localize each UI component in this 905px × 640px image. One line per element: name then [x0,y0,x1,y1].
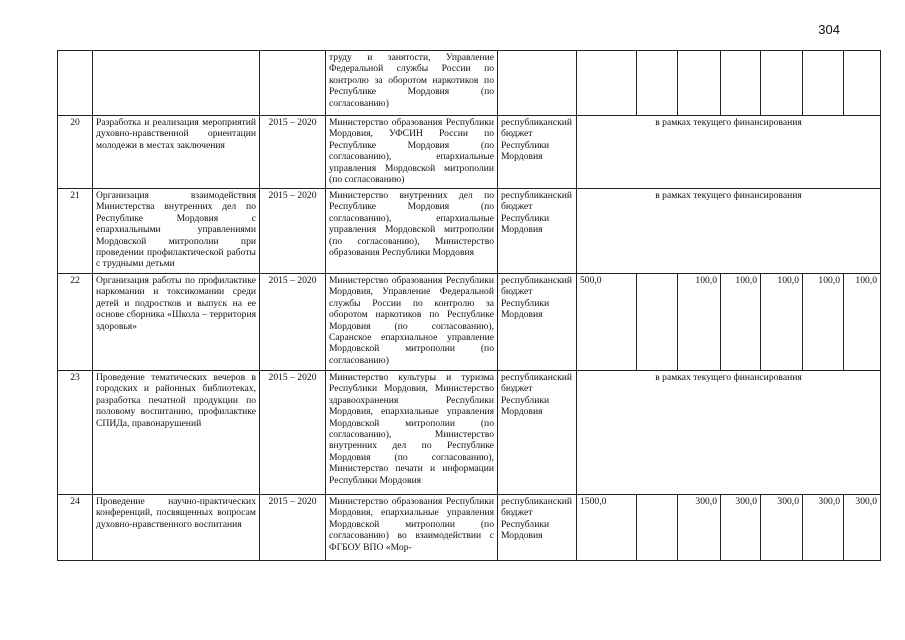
table-row [58,189,881,274]
row-number: 22 [58,274,93,371]
cell-source [498,51,577,116]
cell-year [637,495,678,561]
row-number: 20 [58,116,93,189]
cell-activity: Проведение тематических вечеров в городских и районных библиотеках, разработка печатной продукции по половому воспитанию, профилактике СПИДа, правонарушений [93,371,260,495]
cell-source: республиканский бюджет Республики Мордовия [498,116,577,189]
cell-financing-note: в рамках текущего финансирования [577,371,881,495]
cell-activity: Организация взаимодействия Министерства внутренних дел по Республике Мордовия с епархиальными управлениями Мордовской митрополии при проведении профилактической работы с трудными детьми [93,189,260,274]
cell-num [58,51,93,116]
cell-year [637,51,678,116]
cell-financing-note: в рамках текущего финансирования [577,116,881,189]
cell-activity: Проведение научно-практических конференций, посвященных вопросам духовно-нравственного воспитания [93,495,260,561]
cell-total: 500,0 [577,274,637,371]
cell-year: 300,0 [803,495,844,561]
cell-year: 300,0 [761,495,803,561]
row-number: 24 [58,495,93,561]
cell-period: 2015 – 2020 [260,495,326,561]
cell-activity: Организация работы по профилактике наркомании и токсикомании среди детей и подростков и выпуск на ее основе сборника «Школа – территория здоровья» [93,274,260,371]
cell-period: 2015 – 2020 [260,274,326,371]
cell-year: 100,0 [803,274,844,371]
cell-total: 1500,0 [577,495,637,561]
cell-period: 2015 – 2020 [260,371,326,495]
table-row-continuation [58,51,881,116]
cell-year: 300,0 [844,495,881,561]
row-number: 21 [58,189,93,274]
cell-year: 300,0 [721,495,761,561]
table-row [58,116,881,189]
cell-year: 100,0 [844,274,881,371]
cell-period: 2015 – 2020 [260,189,326,274]
cell-activity: Разработка и реализация мероприятий духовно-нравственной ориентации молодежи в местах заключения [93,116,260,189]
program-activities-table [57,50,881,561]
cell-executors: Министерство культуры и туризма Республики Мордовия, Министерство здравоохранения Республики Мордовия, епархиальные управления Мордовской митрополии (по согласованию), Министерство внутренних дел по Республике Мордовия (по согласованию), Министерство печати и информации Республики Мордовия [326,371,498,495]
cell-year [761,51,803,116]
cell-executors: Министерство образования Республики Мордовия, епархиальные управления Мордовской митрополии (по согласованию) во взаимодействии с ФГБОУ ВПО «Мор- [326,495,498,561]
cell-year: 100,0 [721,274,761,371]
cell-executors: Министерство внутренних дел по Республике Мордовия (по согласованию), епархиальные управления Мордовской митрополии (по согласованию), Министерство образования Республики Мордовия [326,189,498,274]
page-number: 304 [818,22,840,37]
cell-source: республиканский бюджет Республики Мордовия [498,371,577,495]
cell-executors: Министерство образования Республики Мордовия, УФСИН России по Республике Мордовия (по согласованию), епархиальные управления Мордовской митрополии (по согласованию) [326,116,498,189]
cell-year [678,51,721,116]
cell-source: республиканский бюджет Республики Мордовия [498,189,577,274]
row-number: 23 [58,371,93,495]
cell-year [637,274,678,371]
cell-total [577,51,637,116]
cell-year: 100,0 [678,274,721,371]
cell-period [260,51,326,116]
cell-financing-note: в рамках текущего финансирования [577,189,881,274]
table-row [58,371,881,495]
cell-year [721,51,761,116]
cell-year: 300,0 [678,495,721,561]
cell-year [803,51,844,116]
cell-source: республиканский бюджет Республики Мордовия [498,274,577,371]
table-row [58,274,881,371]
cell-activity [93,51,260,116]
cell-source: республиканский бюджет Республики Мордовия [498,495,577,561]
cell-executors: труду и занятости, Управление Федеральной службы России по контролю за оборотом наркотиков по Республике Мордовия (по согласованию) [326,51,498,116]
cell-executors: Министерство образования Республики Мордовия, Управление Федеральной службы России по контролю за оборотом наркотиков по Республике Мордовия (по согласованию), Саранское епархиальное управление Мордовской митрополии (по согласованию) [326,274,498,371]
cell-period: 2015 – 2020 [260,116,326,189]
table-row [58,495,881,561]
cell-year [844,51,881,116]
cell-year: 100,0 [761,274,803,371]
